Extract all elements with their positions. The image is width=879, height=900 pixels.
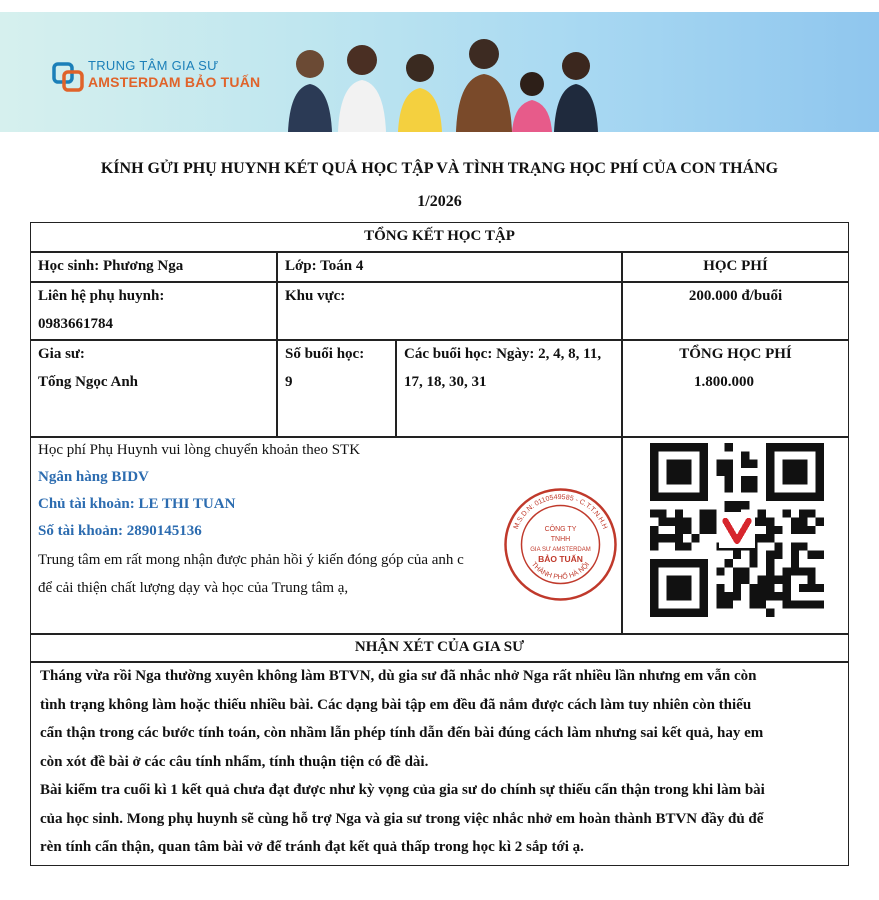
payment-qr-code[interactable] [650, 442, 824, 618]
divider [276, 251, 278, 437]
logo-text-line2: AMSTERDAM BẢO TUẤN [88, 74, 261, 90]
fee-header: HỌC PHÍ [703, 258, 768, 274]
feedback-line1: Trung tâm em rất mong nhận được phản hồi ý kiến đóng góp của anh c [38, 552, 464, 568]
svg-text:M.S.D.N: 0110549585 - C.T.T.N.: M.S.D.N: 0110549585 - C.T.T.N.H.H [512, 493, 609, 531]
parent-contact-label: Liên hệ phụ huynh: [38, 288, 165, 304]
svg-text:BẢO TUẤN: BẢO TUẤN [538, 554, 583, 564]
fee-per-session: 200.000 đ/buổi [688, 288, 783, 304]
review-line: của học sinh. Mong phụ huynh sẽ cùng hỗ trợ Nga và gia sư trong việc nhắc nhở em hoàn thành BTVN đầy đủ để [40, 810, 764, 827]
tutor-label: Gia sư: [38, 346, 85, 362]
class-name: Lớp: Toán 4 [285, 258, 364, 274]
review-line: Tháng vừa rồi Nga thường xuyên không làm BTVN, dù gia sư đã nhắc nhở Nga rất nhiều lần nhưng em vẫn còn [40, 668, 757, 684]
document-title-month: 1/2026 [417, 193, 462, 210]
payment-instruction: Học phí Phụ Huynh vui lòng chuyển khoản theo STK [38, 442, 361, 458]
review-header: NHẬN XÉT CỦA GIA SƯ [354, 639, 525, 655]
svg-text:CÔNG TY: CÔNG TY [544, 526, 577, 533]
svg-text:GIA SƯ AMSTERDAM: GIA SƯ AMSTERDAM [530, 547, 591, 553]
review-line: Bài kiểm tra cuối kì 1 kết quả chưa đạt được như kỳ vọng của gia sư do chính sự thiếu cẩn thận trong khi làm bài [40, 782, 765, 798]
area-label: Khu vực: [285, 288, 346, 304]
tutor-name: Tống Ngọc Anh [38, 374, 139, 390]
account-number: Số tài khoản: 2890145136 [38, 523, 202, 539]
bank-name: Ngân hàng BIDV [38, 469, 149, 485]
sessions-label: Số buổi học: [285, 346, 365, 362]
divider [395, 339, 397, 437]
sessions-count: 9 [285, 374, 293, 390]
summary-header: TỔNG KẾT HỌC TẬP [364, 228, 515, 244]
session-dates-line2: 17, 18, 30, 31 [404, 374, 487, 390]
svg-text:TNHH: TNHH [550, 536, 571, 543]
header-banner [0, 12, 879, 132]
total-fee-value: 1.800.000 [694, 374, 754, 390]
logo-icon [52, 60, 84, 92]
banner-people-image [270, 32, 610, 132]
total-fee-label: TỔNG HỌC PHÍ [679, 346, 792, 362]
account-holder: Chủ tài khoản: LE THI TUAN [38, 496, 236, 512]
review-line: cẩn thận trong các bước tính toán, còn nhầm lẫn phép tính dẫn đến bài đúng cách làm nhưng sai kết quả, hay em [40, 725, 764, 741]
tutor-review-text [40, 662, 840, 862]
review-line: rèn tính cẩn thận, quan tâm bài vở để tránh đạt kết quả thấp trong học kì 2 sắp tới ạ. [40, 839, 584, 855]
company-stamp [503, 487, 618, 602]
document-title: KÍNH GỬI PHỤ HUYNH KÉT QUẢ HỌC TẬP VÀ TÌNH TRẠNG HỌC PHÍ CỦA CON THÁNG [100, 160, 779, 177]
feedback-line2: để cải thiện chất lượng dạy và học của Trung tâm ạ, [38, 580, 349, 596]
review-line: tình trạng không làm hoặc thiếu nhiều bài. Các dạng bài tập em đều đã nắm được cách làm tuy nhiên còn thiếu [40, 696, 752, 713]
logo-text-line1: TRUNG TÂM GIA SƯ [88, 58, 219, 73]
student-name: Học sinh: Phương Nga [38, 258, 184, 274]
svg-text:THÀNH PHỐ HÀ NỘI: THÀNH PHỐ HÀ NỘI [529, 561, 592, 582]
session-dates-line1: Các buổi học: Ngày: 2, 4, 8, 11, [404, 346, 602, 362]
review-line: còn xót đề bài ở các câu tính nhẩm, tính thuận tiện có đề dài. [40, 753, 429, 770]
parent-contact-phone: 0983661784 [38, 316, 113, 332]
